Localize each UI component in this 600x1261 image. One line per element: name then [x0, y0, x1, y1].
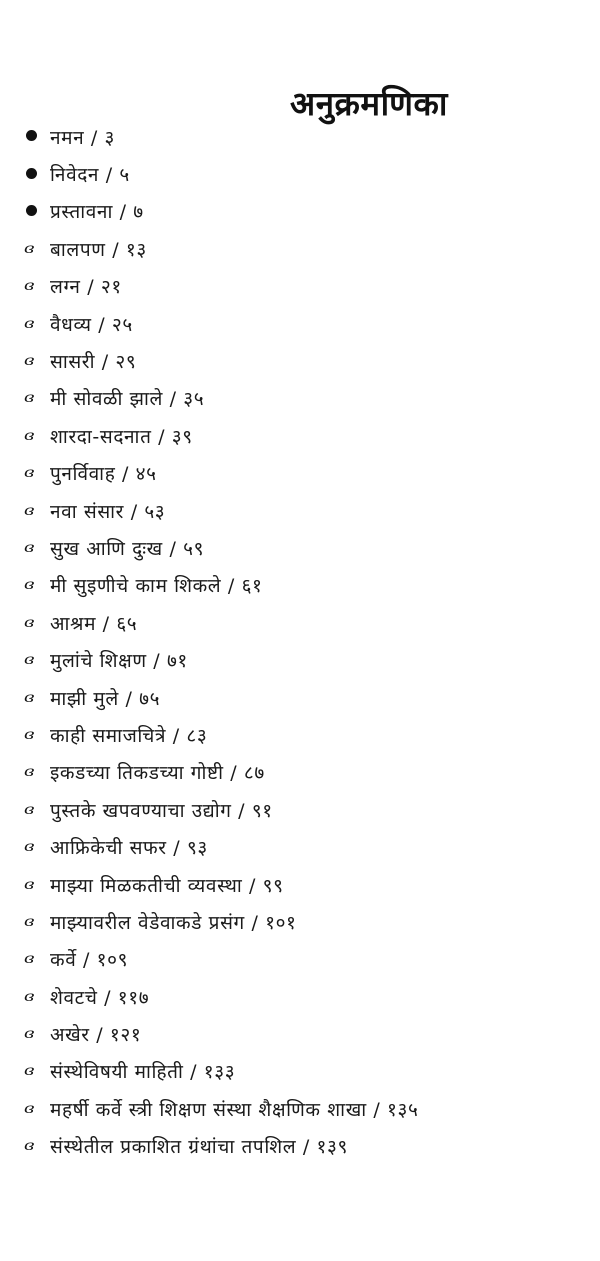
table-of-contents — [24, 118, 594, 1165]
toc-entry-text: शेवटचे / ११७ — [50, 986, 150, 1009]
toc-entry-text: लग्न / २१ — [50, 276, 122, 299]
toc-entry — [24, 342, 594, 379]
ornament-bullet-icon: ɞ — [24, 353, 34, 370]
toc-entry — [24, 193, 594, 230]
toc-entry-text: निवेदन / ५ — [50, 164, 130, 187]
toc-entry — [24, 641, 594, 678]
toc-entry — [24, 1053, 594, 1090]
toc-entry — [24, 305, 594, 342]
toc-entry-text: मी सोवळी झाले / ३५ — [50, 388, 205, 411]
ornament-bullet-icon: ɞ — [24, 839, 34, 856]
ornament-bullet-icon: ɞ — [24, 726, 34, 743]
bullet-dot-icon — [24, 129, 50, 144]
toc-entry — [24, 679, 594, 716]
ornament-bullet-icon: ɞ — [24, 240, 34, 257]
toc-entry-text: संस्थेतील प्रकाशित ग्रंथांचा तपशिल / १३९ — [50, 1136, 348, 1159]
toc-entry — [24, 529, 594, 566]
ornament-bullet-icon: ɞ — [24, 988, 34, 1005]
toc-entry-text: माझ्यावरील वेडेवाकडे प्रसंग / १०१ — [50, 911, 297, 934]
bullet-dot-icon — [24, 204, 50, 219]
toc-entry — [24, 118, 594, 155]
toc-entry-text: आश्रम / ६५ — [50, 612, 138, 635]
toc-entry-text: संस्थेविषयी माहिती / १३३ — [50, 1061, 236, 1084]
toc-entry — [24, 828, 594, 865]
toc-entry — [24, 604, 594, 641]
toc-entry-text: पुस्तके खपवण्याचा उद्योग / ९१ — [50, 799, 273, 822]
toc-entry-text: काही समाजचित्रे / ८३ — [50, 724, 208, 747]
toc-entry — [24, 492, 594, 529]
toc-entry-text: प्रस्तावना / ७ — [50, 201, 144, 224]
ornament-bullet-icon: ɞ — [24, 652, 34, 669]
ornament-bullet-icon: ɞ — [24, 614, 34, 631]
toc-entry-text: नवा संसार / ५३ — [50, 500, 166, 523]
ornament-bullet-icon: ɞ — [24, 913, 34, 930]
toc-entry-text: कर्वे / १०९ — [50, 949, 129, 972]
toc-entry — [24, 978, 594, 1015]
toc-entry-text: अखेर / १२१ — [50, 1024, 142, 1047]
ornament-bullet-icon: ɞ — [24, 577, 34, 594]
toc-entry — [24, 1090, 594, 1127]
ornament-bullet-icon: ɞ — [24, 539, 34, 556]
toc-entry-text: आफ्रिकेची सफर / ९३ — [50, 837, 208, 860]
toc-entry — [24, 380, 594, 417]
ornament-bullet-icon: ɞ — [24, 315, 34, 332]
bullet-dot-icon — [24, 167, 50, 182]
toc-entry-text: माझी मुले / ७५ — [50, 687, 161, 710]
toc-entry — [24, 417, 594, 454]
toc-entry-text: पुनर्विवाह / ४५ — [50, 463, 157, 486]
ornament-bullet-icon: ɞ — [24, 278, 34, 295]
ornament-bullet-icon: ɞ — [24, 502, 34, 519]
ornament-bullet-icon: ɞ — [24, 1063, 34, 1080]
toc-entry-text: सासरी / २९ — [50, 351, 137, 374]
toc-entry-text: इकडच्या तिकडच्या गोष्टी / ८७ — [50, 762, 265, 785]
toc-entry-text: माझ्या मिळकतीची व्यवस्था / ९९ — [50, 874, 284, 897]
ornament-bullet-icon: ɞ — [24, 764, 34, 781]
ornament-bullet-icon: ɞ — [24, 427, 34, 444]
ornament-bullet-icon: ɞ — [24, 1138, 34, 1155]
ornament-bullet-icon: ɞ — [24, 1026, 34, 1043]
toc-entry — [24, 1015, 594, 1052]
toc-entry-text: बालपण / १३ — [50, 238, 147, 261]
toc-entry — [24, 866, 594, 903]
toc-entry — [24, 155, 594, 192]
toc-entry-text: मी सुइणीचे काम शिकले / ६१ — [50, 575, 263, 598]
page-title: अनुक्रमणिका — [290, 84, 448, 124]
ornament-bullet-icon: ɞ — [24, 801, 34, 818]
ornament-bullet-icon: ɞ — [24, 689, 34, 706]
toc-entry-text: वैधव्य / २५ — [50, 313, 133, 336]
toc-entry — [24, 1128, 594, 1165]
toc-entry — [24, 230, 594, 267]
toc-entry — [24, 941, 594, 978]
toc-entry — [24, 791, 594, 828]
toc-entry-text: सुख आणि दुःख / ५९ — [50, 537, 205, 560]
toc-entry-text: नमन / ३ — [50, 126, 116, 149]
ornament-bullet-icon: ɞ — [24, 1100, 34, 1117]
ornament-bullet-icon: ɞ — [24, 951, 34, 968]
toc-entry — [24, 754, 594, 791]
ornament-bullet-icon: ɞ — [24, 876, 34, 893]
toc-entry — [24, 716, 594, 753]
toc-entry — [24, 455, 594, 492]
toc-entry — [24, 903, 594, 940]
toc-entry — [24, 567, 594, 604]
toc-entry — [24, 268, 594, 305]
toc-entry-text: शारदा-सदनात / ३९ — [50, 425, 193, 448]
toc-entry-text: महर्षी कर्वे स्त्री शिक्षण संस्था शैक्षणिक शाखा / १३५ — [50, 1098, 419, 1121]
ornament-bullet-icon: ɞ — [24, 465, 34, 482]
toc-entry-text: मुलांचे शिक्षण / ७१ — [50, 650, 188, 673]
ornament-bullet-icon: ɞ — [24, 390, 34, 407]
